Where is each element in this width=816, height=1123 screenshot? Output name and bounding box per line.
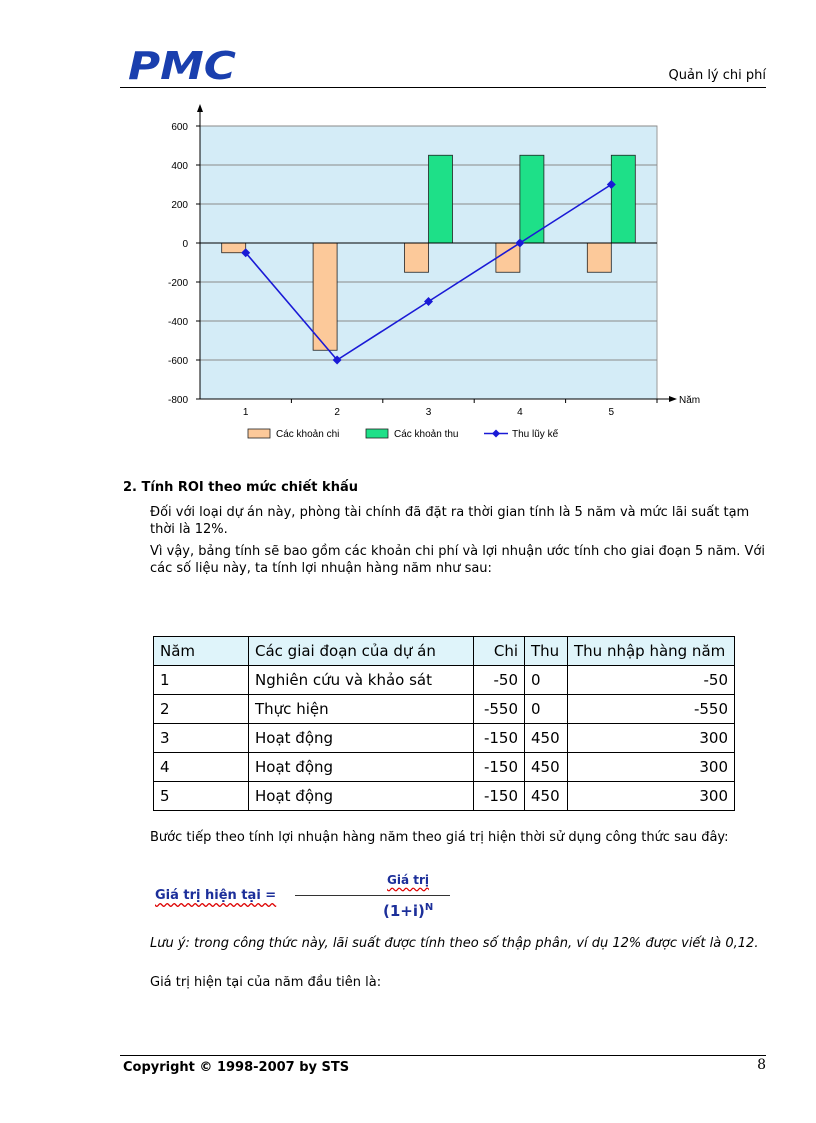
- paragraph-first-year: Giá trị hiện tại của năm đầu tiên là:: [150, 975, 382, 990]
- table-row: [154, 666, 735, 695]
- header-cell: Chi: [474, 637, 525, 666]
- table-cell: 5: [154, 782, 249, 811]
- y-tick-label: 0: [182, 239, 188, 250]
- paragraph-table-intro: Vì vậy, bảng tính sẽ bao gồm các khoản chi phí và lợi nhuận ước tính cho giai đoạn 5 năm. Với các số liệu này, ta tính lợi nhuận hàng năm như sau:: [150, 544, 765, 576]
- table-cell: 1: [154, 666, 249, 695]
- bar-expense: [405, 243, 429, 272]
- table-cell: 450: [525, 724, 568, 753]
- table-cell: 2: [154, 695, 249, 724]
- header-cell: Thu nhập hàng năm: [568, 637, 735, 666]
- header-cell: Các giai đoạn của dự án: [249, 637, 474, 666]
- legend-label: Các khoản thu: [394, 429, 459, 440]
- paragraph-period: Đối với loại dự án này, phòng tài chính đã đặt ra thời gian tính là 5 năm và mức lãi suất tạm thời là 12%.: [150, 505, 750, 537]
- bar-income: [611, 155, 635, 243]
- legend-marker: [492, 430, 500, 438]
- y-tick-label: -600: [167, 356, 188, 367]
- y-axis-arrow: [197, 104, 203, 112]
- table-cell: -50: [568, 666, 735, 695]
- annual-income-table: [153, 636, 735, 811]
- denominator-base: (1+i): [383, 902, 425, 920]
- table-cell: Hoạt động: [249, 782, 474, 811]
- table-cell: -150: [474, 782, 525, 811]
- legend-swatch: [248, 429, 270, 438]
- x-tick-label: 2: [334, 407, 340, 418]
- header-title: Quản lý chi phí: [668, 68, 766, 83]
- table-cell: Nghiên cứu và khảo sát: [249, 666, 474, 695]
- pmc-logo: [126, 48, 238, 84]
- x-tick-label: 3: [425, 407, 432, 418]
- y-tick-label: -400: [167, 317, 188, 328]
- table-cell: 4: [154, 753, 249, 782]
- table-cell: 0: [525, 666, 568, 695]
- bar-expense: [222, 243, 246, 253]
- table-cell: 3: [154, 724, 249, 753]
- paragraph-note: Lưu ý: trong công thức này, lãi suất được tính theo số thập phân, ví dụ 12% được viết là 0,12.: [150, 936, 759, 951]
- denominator-exponent: N: [424, 902, 434, 913]
- table-cell: 300: [568, 724, 735, 753]
- y-tick-label: -800: [167, 395, 188, 406]
- table-header-row: [154, 637, 735, 666]
- table-cell: -50: [474, 666, 525, 695]
- header-divider: [120, 87, 766, 88]
- table-cell: -550: [568, 695, 735, 724]
- table-cell: 450: [525, 782, 568, 811]
- bar-income: [429, 155, 453, 243]
- table-cell: 450: [525, 753, 568, 782]
- y-tick-label: 400: [171, 161, 188, 172]
- header-cell: Năm: [154, 637, 249, 666]
- y-tick-label: -200: [167, 278, 188, 289]
- x-axis-arrow: [669, 396, 677, 402]
- bar-expense: [496, 243, 520, 272]
- formula-numerator: Giá trị: [387, 873, 430, 887]
- formula-label: Giá trị hiện tại =: [155, 888, 277, 903]
- bar-expense: [313, 243, 337, 350]
- y-tick-label: 200: [171, 200, 188, 211]
- y-tick-label: 600: [171, 122, 188, 133]
- legend-label: Các khoản chi: [276, 429, 340, 440]
- x-axis-label: Năm: [679, 395, 701, 406]
- footer-divider: [120, 1055, 766, 1056]
- legend-label: Thu lũy kế: [512, 429, 559, 440]
- paragraph-formula-intro: Bước tiếp theo tính lợi nhuận hàng năm theo giá trị hiện thời sử dụng công thức sau đây:: [150, 830, 729, 845]
- table-cell: -550: [474, 695, 525, 724]
- legend-swatch: [366, 429, 388, 438]
- section-heading: 2. Tính ROI theo mức chiết khấu: [123, 480, 358, 495]
- bar-expense: [587, 243, 611, 272]
- table-row: [154, 695, 735, 724]
- x-tick-label: 5: [608, 407, 615, 418]
- table-cell: Hoạt động: [249, 753, 474, 782]
- footer-copyright: Copyright © 1998-2007 by STS: [123, 1060, 350, 1075]
- table-row: [154, 753, 735, 782]
- header-cell: Thu: [525, 637, 568, 666]
- present-value-formula: [155, 872, 455, 922]
- table-cell: Hoạt động: [249, 724, 474, 753]
- fraction-bar: [295, 895, 450, 896]
- logo-text: PMC: [128, 48, 237, 84]
- table-cell: 300: [568, 782, 735, 811]
- table-cell: Thực hiện: [249, 695, 474, 724]
- table-row: [154, 724, 735, 753]
- table-cell: -150: [474, 724, 525, 753]
- x-tick-label: 4: [517, 407, 523, 418]
- page-number: 8: [757, 1057, 766, 1073]
- x-tick-label: 1: [242, 407, 249, 418]
- table-cell: 0: [525, 695, 568, 724]
- table-row: [154, 782, 735, 811]
- formula-denominator: [383, 902, 433, 920]
- table-cell: 300: [568, 753, 735, 782]
- table-cell: -150: [474, 753, 525, 782]
- cash-flow-chart: [150, 100, 720, 450]
